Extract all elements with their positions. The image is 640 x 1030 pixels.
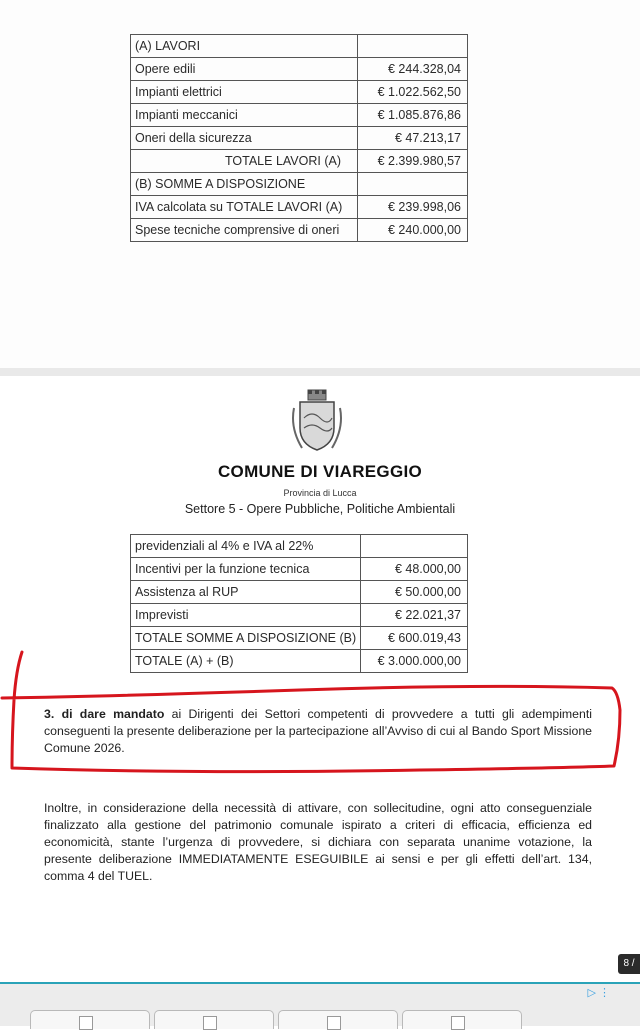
document-tab-3[interactable] bbox=[278, 1010, 398, 1029]
document-tab-1[interactable] bbox=[30, 1010, 150, 1029]
cost-table-lavori bbox=[130, 34, 468, 242]
row-amount: € 239.998,06 bbox=[358, 196, 468, 219]
immediate-execution-paragraph: Inoltre, in considerazione della necessità di attivare, con sollecitudine, ogni atto conseguenziale finalizzato alla gestione del patrimonio comunale ispirato a criteri di efficacia, efficienza ed economicità, stante l’urgenza di provvedere, si dichiara con separata unanime votazione, la presente deliberazione IMMEDIATAMENTE ESEGUIBILE ai sensi e per gli effetti dell’art. 134, comma 4 del TUEL. bbox=[44, 801, 592, 883]
row-label: Assistenza al RUP bbox=[131, 581, 361, 604]
row-label: Incentivi per la funzione tecnica bbox=[131, 558, 361, 581]
document-tab-4[interactable] bbox=[402, 1010, 522, 1029]
row-label: Imprevisti bbox=[131, 604, 361, 627]
table-row bbox=[131, 58, 468, 81]
coat-of-arms-icon bbox=[290, 388, 344, 456]
row-amount: € 22.021,37 bbox=[361, 604, 468, 627]
row-label: Oneri della sicurezza bbox=[131, 127, 358, 150]
table-row bbox=[131, 604, 468, 627]
row-amount bbox=[358, 173, 468, 196]
document-icon bbox=[79, 1016, 93, 1030]
row-label: Impianti elettrici bbox=[131, 81, 358, 104]
row-label: Impianti meccanici bbox=[131, 104, 358, 127]
table-row bbox=[131, 558, 468, 581]
bottom-toolbar bbox=[0, 982, 640, 1026]
row-label: (B) SOMME A DISPOSIZIONE bbox=[131, 173, 358, 196]
row-amount: € 1.022.562,50 bbox=[358, 81, 468, 104]
row-amount: € 50.000,00 bbox=[361, 581, 468, 604]
row-amount: € 2.399.980,57 bbox=[358, 150, 468, 173]
row-label: Spese tecniche comprensive di oneri bbox=[131, 219, 358, 242]
row-amount bbox=[358, 35, 468, 58]
row-label: TOTALE SOMME A DISPOSIZIONE (B) bbox=[131, 627, 361, 650]
table-row bbox=[131, 581, 468, 604]
row-label: IVA calcolata su TOTALE LAVORI (A) bbox=[131, 196, 358, 219]
municipality-title: COMUNE DI VIAREGGIO bbox=[217, 462, 423, 481]
row-amount: € 48.000,00 bbox=[361, 558, 468, 581]
document-icon bbox=[327, 1016, 341, 1030]
table-row bbox=[131, 81, 468, 104]
table-row bbox=[131, 173, 468, 196]
table-row bbox=[131, 219, 468, 242]
row-amount: € 47.213,17 bbox=[358, 127, 468, 150]
row-amount: € 244.328,04 bbox=[358, 58, 468, 81]
resolution-point-3 bbox=[44, 706, 592, 757]
row-label: Opere edili bbox=[131, 58, 358, 81]
row-label: TOTALE (A) + (B) bbox=[131, 650, 361, 673]
row-amount: € 1.085.876,86 bbox=[358, 104, 468, 127]
row-label: previdenziali al 4% e IVA al 22% bbox=[131, 535, 361, 558]
point-3-heading: 3. di dare mandato bbox=[44, 707, 165, 721]
row-label: (A) LAVORI bbox=[131, 35, 358, 58]
row-amount: € 240.000,00 bbox=[358, 219, 468, 242]
row-label: TOTALE LAVORI (A) bbox=[131, 150, 358, 173]
province-label: Provincia di Lucca bbox=[283, 488, 357, 498]
table-row-total bbox=[131, 150, 468, 173]
page-number-indicator[interactable]: 8 / bbox=[618, 954, 640, 974]
row-amount: € 3.000.000,00 bbox=[361, 650, 468, 673]
ad-choices-icon[interactable]: ▷ ⋮ bbox=[587, 987, 610, 999]
row-amount: € 600.019,43 bbox=[361, 627, 468, 650]
table-row bbox=[131, 535, 468, 558]
point-3-text: ai Dirigenti dei Settori competenti di provvedere a tutti gli adempimenti conseguenti la presente deliberazione per la partecipazione all’Avviso di cui al Bando Sport Missione Comune 2026. bbox=[44, 707, 593, 755]
sector-label: Settore 5 - Opere Pubbliche, Politiche Ambientali bbox=[184, 502, 456, 516]
table-row bbox=[131, 196, 468, 219]
document-tab-2[interactable] bbox=[154, 1010, 274, 1029]
page-separator bbox=[0, 368, 640, 376]
document-icon bbox=[451, 1016, 465, 1030]
document-icon bbox=[203, 1016, 217, 1030]
table-row bbox=[131, 104, 468, 127]
row-amount bbox=[361, 535, 468, 558]
table-row bbox=[131, 127, 468, 150]
table-row bbox=[131, 35, 468, 58]
